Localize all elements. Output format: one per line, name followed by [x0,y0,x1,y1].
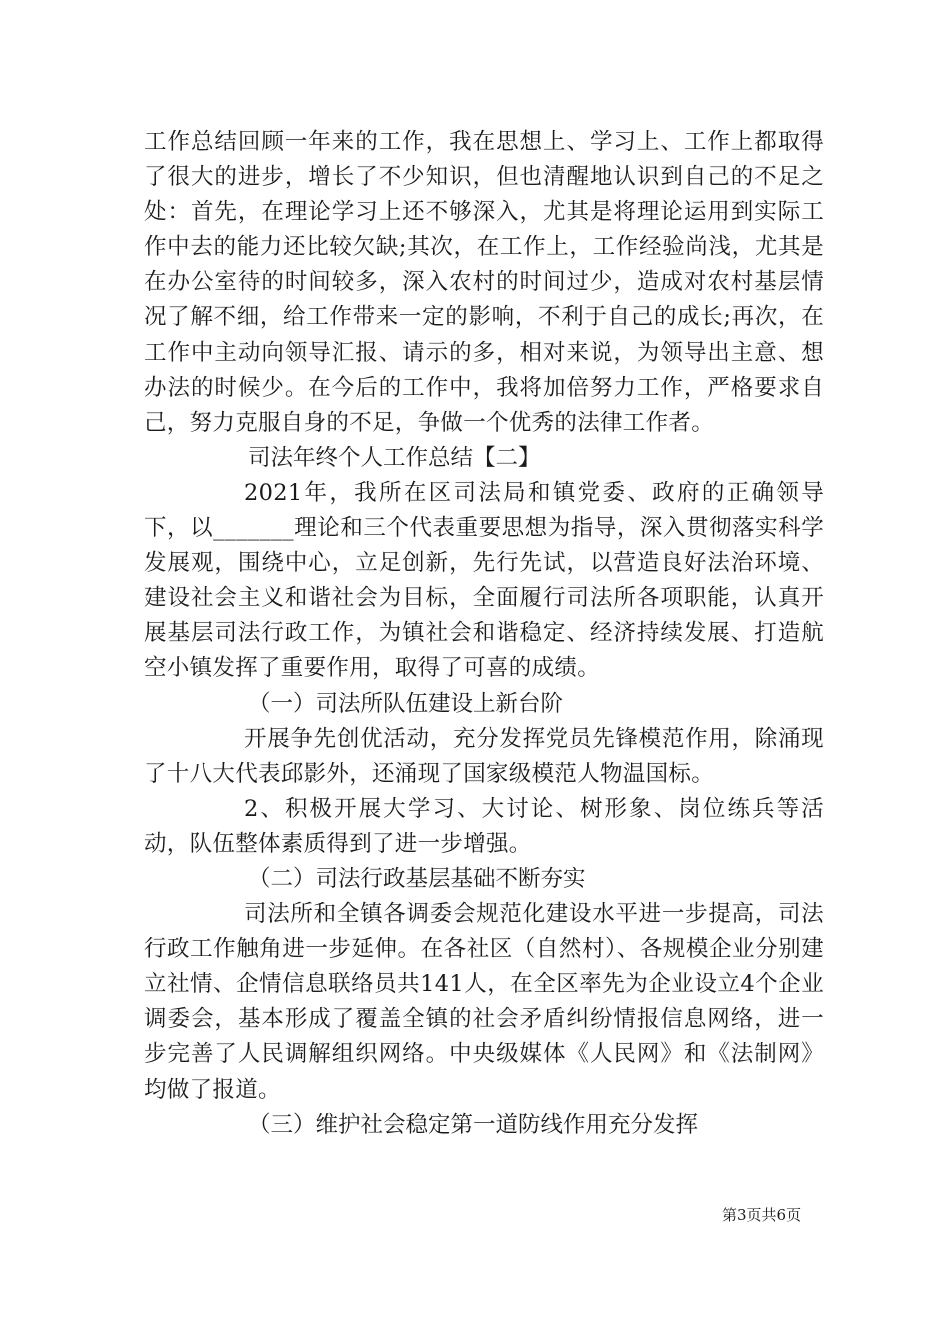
paragraph-annual-overview: 2021年，我所在区司法局和镇党委、政府的正确领导下，以_______理论和三个代表重要思想为指导，深入贯彻落实科学发展观，围绕中心，立足创新，先行先试，以营造良好法治环境、建设社会主义和谐社会为目标，全面履行司法所各项职能，认真开展基层司法行政工作，为镇社会和谐稳定、经济持续发展、打造航空小镇发挥了重要作用，取得了可喜的成绩。 [144,479,824,682]
subheading-grassroots-foundation: （二）司法行政基层基础不断夯实 [248,865,586,892]
paragraph-study-activities: 2、积极开展大学习、大讨论、树形象、岗位练兵等活动，队伍整体素质得到了进一步增强。 [144,795,824,857]
paragraph-summary-review: 工作总结回顾一年来的工作，我在思想上、学习上、工作上都取得了很大的进步，增长了不少知识，但也清醒地认识到自己的不足之处：首先，在理论学习上还不够深入，尤其是将理论运用到实际工作中去的能力还比较欠缺;其次，在工作上，工作经验尚浅，尤其是在办公室待的时间较多，深入农村的时间过少，造成对农村基层情况了解不细，给工作带来一定的影响，不利于自己的成长;再次，在工作中主动向领导汇报、请示的多，相对来说，为领导出主意、想办法的时候少。在今后的工作中，我将加倍努力工作，严格要求自己，努力克服自身的不足，争做一个优秀的法律工作者。 [144,129,824,436]
subheading-team-building: （一）司法所队伍建设上新台阶 [248,690,564,717]
document-body [144,125,824,1143]
subheading-social-stability: （三）维护社会稳定第一道防线作用充分发挥 [248,1111,699,1138]
section-title: 司法年终个人工作总结【二】 [248,444,541,471]
page-number: 第3页共6页 [722,1206,802,1224]
paragraph-standardization: 司法所和全镇各调委会规范化建设水平进一步提高，司法行政工作触角进一步延伸。在各社区（自然村）、各规模企业分别建立社情、企情信息联络员共141人，在全区率先为企业设立4个企业调委会，基本形成了覆盖全镇的社会矛盾纠纷情报信息网络，进一步完善了人民调解组织网络。中央级媒体《人民网》和《法制网》均做了报道。 [144,901,824,1103]
paragraph-excellence-activities: 开展争先创优活动，充分发挥党员先锋模范作用，除涌现了十八大代表邱影外，还涌现了国家级模范人物温国标。 [144,725,824,787]
